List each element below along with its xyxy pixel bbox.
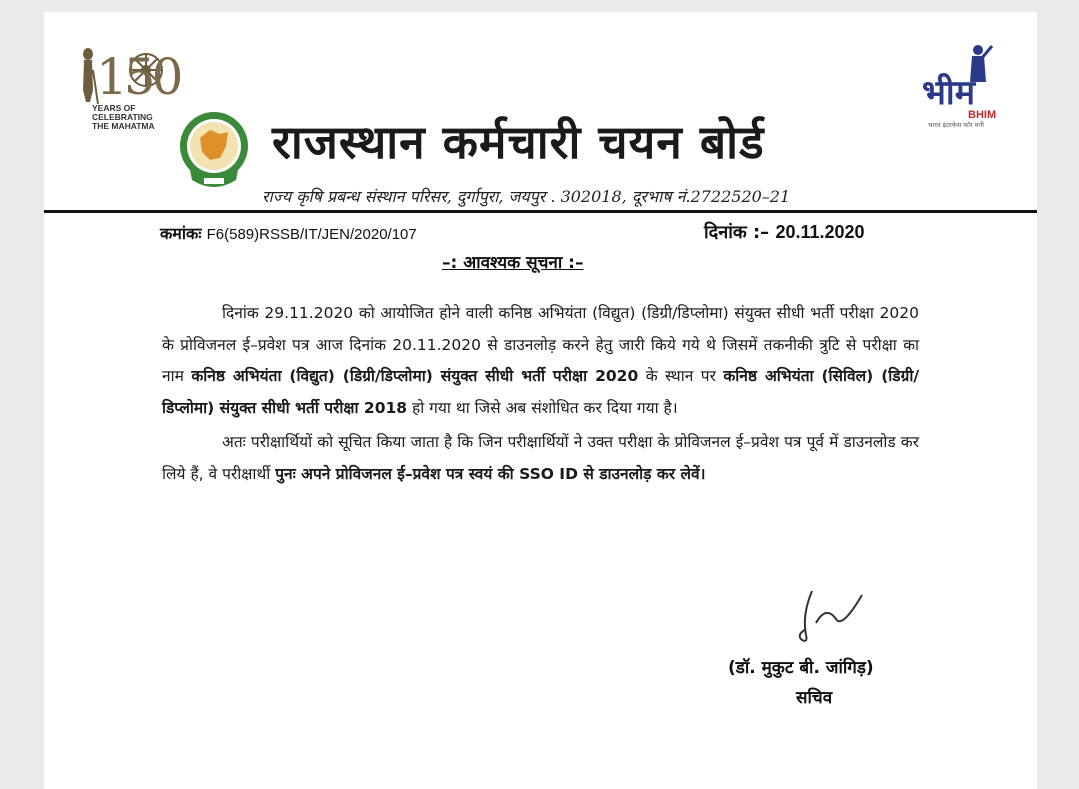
rssb-seal-icon bbox=[176, 108, 252, 192]
notice-date bbox=[704, 220, 865, 244]
gandhi-150-logo bbox=[74, 40, 180, 140]
anniversary-caption: YEARS OF CELEBRATING THE MAHATMA bbox=[92, 103, 155, 131]
reference-value: F6(589)RSSB/IT/JEN/2020/107 bbox=[206, 226, 417, 243]
notice-heading: –: आवश्यक सूचना :– bbox=[442, 253, 584, 273]
anniversary-number: 150 bbox=[96, 48, 180, 106]
date-label: दिनांक :– bbox=[704, 222, 770, 243]
signature-icon bbox=[792, 585, 872, 645]
header-divider bbox=[44, 210, 1037, 213]
org-address: राज्य कृषि प्रबन्ध संस्थान परिसर, दुर्गापुरा, जयपुर . 302018, दूरभाष नं.2722520–21 bbox=[262, 187, 791, 206]
notice-body bbox=[162, 298, 919, 490]
date-value: 20.11.2020 bbox=[775, 222, 865, 242]
bhim-tagline: भारत इंटरफेस फॉर मनी bbox=[928, 121, 984, 129]
bhim-wordmark: BHIM bbox=[968, 109, 997, 121]
signatory-name: (डॉ. मुकुट बी. जांगिड़) bbox=[728, 658, 874, 678]
reference-label: कमांकः bbox=[160, 224, 202, 243]
reference-number bbox=[160, 222, 417, 244]
notice-document bbox=[44, 12, 1037, 789]
paragraph-1: दिनांक 29.11.2020 को आयोजित होने वाली कनिष्ठ अभियंता (विद्युत) (डिग्री/डिप्लोमा) संयुक्त सीधी भर्ती परीक्षा 2020 के प्रोविजनल ई–प्रवेश पत्र आज दिनांक 20.11.2020 से डाउनलोड़ करने हेतु जारी किये गये थे जिसमें तकनीकी त्रुटि से परीक्षा का नाम कनिष्ठ अभियंता (विद्युत) (डिग्री/डिप्लोमा) संयुक्त सीधी भर्ती परीक्षा 2020 के स्थान पर कनिष्ठ अभियंता (सिविल) (डिग्री/डिप्लोमा) संयुक्त सीधी भर्ती परीक्षा 2018 हो गया था जिसे अब संशोधित कर दिया गया है। bbox=[162, 304, 919, 417]
bhim-figure-icon bbox=[920, 42, 1005, 122]
org-title: राजस्थान कर्मचारी चयन बोर्ड bbox=[272, 115, 765, 169]
signatory-designation: सचिव bbox=[796, 688, 833, 708]
paragraph-2: अतः परीक्षार्थियों को सूचित किया जाता है कि जिन परीक्षार्थियों ने उक्त परीक्षा के प्रोविजनल ई–प्रवेश पत्र पूर्व में डाउनलोड कर लिये हैं, वे परीक्षार्थी पुनः अपने प्रोविजनल ई–प्रवेश पत्र स्वयं की SSO ID से डाउनलोड़ कर लेवें। bbox=[162, 433, 919, 483]
svg-text:भीम: भीम bbox=[922, 73, 976, 113]
bhim-logo bbox=[920, 42, 1005, 132]
